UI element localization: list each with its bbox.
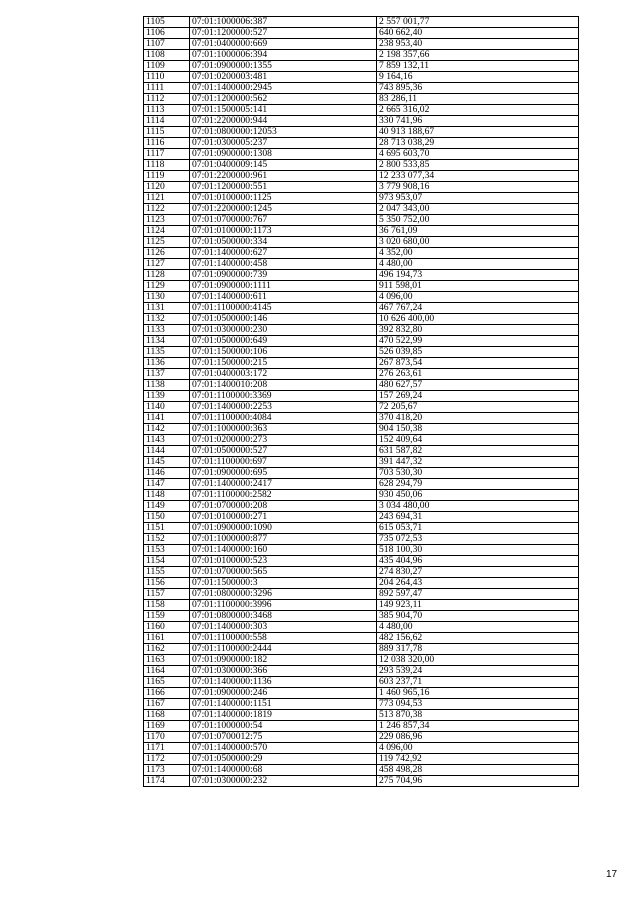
cadastral-number: 07:01:0400000:669 <box>190 39 377 50</box>
row-number: 1168 <box>144 710 190 721</box>
row-number: 1111 <box>144 83 190 94</box>
cadastral-number: 07:01:0400009:145 <box>190 160 377 171</box>
cadastral-number: 07:01:1200000:527 <box>190 28 377 39</box>
cadastral-value: 496 194,73 <box>377 270 579 281</box>
row-number: 1172 <box>144 754 190 765</box>
cadastral-value: 2 198 357,66 <box>377 50 579 61</box>
table-row <box>144 72 579 83</box>
cadastral-number: 07:01:1400000:2253 <box>190 402 377 413</box>
table-row <box>144 611 579 622</box>
table-row <box>144 105 579 116</box>
table-row <box>144 204 579 215</box>
cadastral-number: 07:01:0200000:273 <box>190 435 377 446</box>
row-number: 1161 <box>144 633 190 644</box>
row-number: 1127 <box>144 259 190 270</box>
table-row <box>144 534 579 545</box>
table-row <box>144 182 579 193</box>
row-number: 1150 <box>144 512 190 523</box>
cadastral-number: 07:01:0300000:366 <box>190 666 377 677</box>
cadastral-value: 330 741,96 <box>377 116 579 127</box>
cadastral-number: 07:01:0700012:75 <box>190 732 377 743</box>
cadastral-value: 391 447,32 <box>377 457 579 468</box>
cadastral-value: 631 587,82 <box>377 446 579 457</box>
cadastral-value-table <box>143 16 579 787</box>
cadastral-value: 4 480,00 <box>377 622 579 633</box>
row-number: 1159 <box>144 611 190 622</box>
row-number: 1160 <box>144 622 190 633</box>
row-number: 1109 <box>144 61 190 72</box>
row-number: 1129 <box>144 281 190 292</box>
table-row <box>144 567 579 578</box>
table-row <box>144 347 579 358</box>
cadastral-number: 07:01:0100000:271 <box>190 512 377 523</box>
cadastral-number: 07:01:1400010:208 <box>190 380 377 391</box>
row-number: 1170 <box>144 732 190 743</box>
row-number: 1141 <box>144 413 190 424</box>
cadastral-number: 07:01:0800000:3468 <box>190 611 377 622</box>
cadastral-number: 07:01:0300000:232 <box>190 776 377 787</box>
table-row <box>144 622 579 633</box>
row-number: 1153 <box>144 545 190 556</box>
row-number: 1154 <box>144 556 190 567</box>
table-row <box>144 699 579 710</box>
row-number: 1133 <box>144 325 190 336</box>
row-number: 1143 <box>144 435 190 446</box>
cadastral-number: 07:01:2200000:1245 <box>190 204 377 215</box>
cadastral-value: 204 264,43 <box>377 578 579 589</box>
cadastral-number: 07:01:0500000:29 <box>190 754 377 765</box>
cadastral-number: 07:01:1400000:611 <box>190 292 377 303</box>
row-number: 1156 <box>144 578 190 589</box>
table-row <box>144 479 579 490</box>
table-row <box>144 655 579 666</box>
cadastral-value: 904 150,38 <box>377 424 579 435</box>
cadastral-value: 2 047 343,00 <box>377 204 579 215</box>
row-number: 1115 <box>144 127 190 138</box>
table-row <box>144 39 579 50</box>
cadastral-value: 4 096,00 <box>377 743 579 754</box>
cadastral-value: 12 038 320,00 <box>377 655 579 666</box>
row-number: 1106 <box>144 28 190 39</box>
cadastral-number: 07:01:0900000:1355 <box>190 61 377 72</box>
table-row <box>144 721 579 732</box>
row-number: 1137 <box>144 369 190 380</box>
cadastral-number: 07:01:0900000:182 <box>190 655 377 666</box>
row-number: 1124 <box>144 226 190 237</box>
cadastral-number: 07:01:1000000:363 <box>190 424 377 435</box>
table-row <box>144 435 579 446</box>
table-row <box>144 138 579 149</box>
table-row <box>144 743 579 754</box>
cadastral-value: 119 742,92 <box>377 754 579 765</box>
cadastral-number: 07:01:1500005:141 <box>190 105 377 116</box>
row-number: 1130 <box>144 292 190 303</box>
table-row <box>144 215 579 226</box>
page-number: 17 <box>606 869 618 880</box>
cadastral-number: 07:01:1100000:558 <box>190 633 377 644</box>
table-row <box>144 61 579 72</box>
table-row <box>144 600 579 611</box>
table-row <box>144 171 579 182</box>
row-number: 1105 <box>144 17 190 28</box>
row-number: 1171 <box>144 743 190 754</box>
cadastral-number: 07:01:1100000:4084 <box>190 413 377 424</box>
table-row <box>144 677 579 688</box>
row-number: 1169 <box>144 721 190 732</box>
table-row <box>144 732 579 743</box>
table-row <box>144 446 579 457</box>
cadastral-value: 72 205,67 <box>377 402 579 413</box>
row-number: 1147 <box>144 479 190 490</box>
cadastral-number: 07:01:0700000:767 <box>190 215 377 226</box>
table-row <box>144 369 579 380</box>
cadastral-number: 07:01:0900000:1308 <box>190 149 377 160</box>
cadastral-value: 513 870,38 <box>377 710 579 721</box>
cadastral-number: 07:01:1500000:106 <box>190 347 377 358</box>
cadastral-number: 07:01:0800000:3296 <box>190 589 377 600</box>
table-row <box>144 149 579 160</box>
row-number: 1119 <box>144 171 190 182</box>
cadastral-value: 4 352,00 <box>377 248 579 259</box>
cadastral-number: 07:01:1000000:877 <box>190 534 377 545</box>
cadastral-value: 370 418,20 <box>377 413 579 424</box>
cadastral-value: 238 953,40 <box>377 39 579 50</box>
row-number: 1134 <box>144 336 190 347</box>
cadastral-value: 275 704,96 <box>377 776 579 787</box>
row-number: 1146 <box>144 468 190 479</box>
row-number: 1167 <box>144 699 190 710</box>
table-row <box>144 402 579 413</box>
table-row <box>144 490 579 501</box>
cadastral-value: 40 913 188,67 <box>377 127 579 138</box>
cadastral-value: 911 598,01 <box>377 281 579 292</box>
cadastral-number: 07:01:1100000:2444 <box>190 644 377 655</box>
row-number: 1149 <box>144 501 190 512</box>
cadastral-value: 7 859 132,11 <box>377 61 579 72</box>
table-row <box>144 83 579 94</box>
cadastral-number: 07:01:0900000:695 <box>190 468 377 479</box>
row-number: 1158 <box>144 600 190 611</box>
cadastral-number: 07:01:0100000:1125 <box>190 193 377 204</box>
cadastral-number: 07:01:2200000:944 <box>190 116 377 127</box>
row-number: 1118 <box>144 160 190 171</box>
table-row <box>144 589 579 600</box>
row-number: 1107 <box>144 39 190 50</box>
row-number: 1145 <box>144 457 190 468</box>
cadastral-number: 07:01:1100000:3996 <box>190 600 377 611</box>
cadastral-value: 603 237,71 <box>377 677 579 688</box>
row-number: 1120 <box>144 182 190 193</box>
cadastral-number: 07:01:0100000:1173 <box>190 226 377 237</box>
cadastral-number: 07:01:1400000:1151 <box>190 699 377 710</box>
cadastral-value: 703 530,30 <box>377 468 579 479</box>
table-row <box>144 545 579 556</box>
row-number: 1117 <box>144 149 190 160</box>
row-number: 1142 <box>144 424 190 435</box>
cadastral-value: 743 895,36 <box>377 83 579 94</box>
cadastral-number: 07:01:1200000:562 <box>190 94 377 105</box>
cadastral-value: 3 034 480,00 <box>377 501 579 512</box>
cadastral-value: 3 020 680,00 <box>377 237 579 248</box>
row-number: 1108 <box>144 50 190 61</box>
table-row <box>144 94 579 105</box>
cadastral-value: 735 072,53 <box>377 534 579 545</box>
table-row <box>144 226 579 237</box>
cadastral-number: 07:01:1400000:160 <box>190 545 377 556</box>
cadastral-number: 07:01:1100000:4145 <box>190 303 377 314</box>
cadastral-value: 892 597,47 <box>377 589 579 600</box>
cadastral-number: 07:01:1400000:2417 <box>190 479 377 490</box>
cadastral-value: 482 156,62 <box>377 633 579 644</box>
cadastral-value: 4 096,00 <box>377 292 579 303</box>
cadastral-value: 385 904,70 <box>377 611 579 622</box>
table-row <box>144 270 579 281</box>
cadastral-number: 07:01:0500000:649 <box>190 336 377 347</box>
cadastral-value: 4 695 603,70 <box>377 149 579 160</box>
row-number: 1144 <box>144 446 190 457</box>
cadastral-number: 07:01:0900000:1111 <box>190 281 377 292</box>
cadastral-number: 07:01:0900000:1090 <box>190 523 377 534</box>
cadastral-number: 07:01:2200000:961 <box>190 171 377 182</box>
table-row <box>144 127 579 138</box>
table-row <box>144 391 579 402</box>
table-row <box>144 424 579 435</box>
row-number: 1139 <box>144 391 190 402</box>
cadastral-value: 930 450,06 <box>377 490 579 501</box>
cadastral-value: 1 460 965,16 <box>377 688 579 699</box>
row-number: 1112 <box>144 94 190 105</box>
cadastral-number: 07:01:0400003:172 <box>190 369 377 380</box>
cadastral-value: 36 761,09 <box>377 226 579 237</box>
table-row <box>144 710 579 721</box>
table-row <box>144 358 579 369</box>
table-row <box>144 523 579 534</box>
row-number: 1152 <box>144 534 190 545</box>
cadastral-number: 07:01:0300005:237 <box>190 138 377 149</box>
table-row <box>144 237 579 248</box>
table-row <box>144 633 579 644</box>
cadastral-number: 07:01:0700000:208 <box>190 501 377 512</box>
row-number: 1135 <box>144 347 190 358</box>
row-number: 1174 <box>144 776 190 787</box>
table-row <box>144 193 579 204</box>
table-row <box>144 314 579 325</box>
row-number: 1131 <box>144 303 190 314</box>
cadastral-value: 157 269,24 <box>377 391 579 402</box>
cadastral-number: 07:01:1500000:215 <box>190 358 377 369</box>
table-row <box>144 512 579 523</box>
table-row <box>144 413 579 424</box>
cadastral-value: 480 627,57 <box>377 380 579 391</box>
cadastral-number: 07:01:1400000:570 <box>190 743 377 754</box>
cadastral-number: 07:01:1100000:3369 <box>190 391 377 402</box>
cadastral-value: 4 480,00 <box>377 259 579 270</box>
cadastral-value: 628 294,79 <box>377 479 579 490</box>
cadastral-number: 07:01:1000006:387 <box>190 17 377 28</box>
cadastral-value: 152 409,64 <box>377 435 579 446</box>
cadastral-value: 274 830,27 <box>377 567 579 578</box>
cadastral-number: 07:01:0800000:12053 <box>190 127 377 138</box>
table-row <box>144 765 579 776</box>
cadastral-value: 470 522,99 <box>377 336 579 347</box>
row-number: 1136 <box>144 358 190 369</box>
cadastral-number: 07:01:1000000:54 <box>190 721 377 732</box>
cadastral-number: 07:01:1400000:303 <box>190 622 377 633</box>
table-row <box>144 644 579 655</box>
cadastral-number: 07:01:0500000:527 <box>190 446 377 457</box>
table-row <box>144 666 579 677</box>
row-number: 1140 <box>144 402 190 413</box>
row-number: 1116 <box>144 138 190 149</box>
row-number: 1113 <box>144 105 190 116</box>
row-number: 1162 <box>144 644 190 655</box>
table-row <box>144 578 579 589</box>
cadastral-number: 07:01:1000006:394 <box>190 50 377 61</box>
cadastral-value: 243 694,31 <box>377 512 579 523</box>
row-number: 1123 <box>144 215 190 226</box>
cadastral-value: 458 498,28 <box>377 765 579 776</box>
cadastral-value: 392 832,80 <box>377 325 579 336</box>
cadastral-number: 07:01:1400000:1819 <box>190 710 377 721</box>
cadastral-value: 973 953,07 <box>377 193 579 204</box>
row-number: 1164 <box>144 666 190 677</box>
cadastral-number: 07:01:1400000:68 <box>190 765 377 776</box>
cadastral-number: 07:01:1200000:551 <box>190 182 377 193</box>
table-row <box>144 776 579 787</box>
row-number: 1128 <box>144 270 190 281</box>
cadastral-number: 07:01:1100000:697 <box>190 457 377 468</box>
row-number: 1114 <box>144 116 190 127</box>
row-number: 1132 <box>144 314 190 325</box>
cadastral-value: 2 800 533,85 <box>377 160 579 171</box>
table-row <box>144 688 579 699</box>
cadastral-value: 28 713 038,29 <box>377 138 579 149</box>
cadastral-value: 3 779 908,16 <box>377 182 579 193</box>
table-row <box>144 754 579 765</box>
cadastral-number: 07:01:0100000:523 <box>190 556 377 567</box>
cadastral-number: 07:01:1100000:2582 <box>190 490 377 501</box>
cadastral-number: 07:01:0700000:565 <box>190 567 377 578</box>
cadastral-value: 640 662,40 <box>377 28 579 39</box>
table-row <box>144 259 579 270</box>
table-row <box>144 281 579 292</box>
table-row <box>144 457 579 468</box>
cadastral-number: 07:01:1400000:627 <box>190 248 377 259</box>
cadastral-value: 12 233 077,34 <box>377 171 579 182</box>
cadastral-value: 1 246 857,34 <box>377 721 579 732</box>
table-row <box>144 380 579 391</box>
cadastral-value: 467 767,24 <box>377 303 579 314</box>
table-row <box>144 116 579 127</box>
cadastral-value: 526 039,85 <box>377 347 579 358</box>
row-number: 1163 <box>144 655 190 666</box>
cadastral-value: 149 923,11 <box>377 600 579 611</box>
cadastral-value: 83 286,11 <box>377 94 579 105</box>
row-number: 1173 <box>144 765 190 776</box>
row-number: 1110 <box>144 72 190 83</box>
cadastral-number: 07:01:0500000:334 <box>190 237 377 248</box>
table-row <box>144 28 579 39</box>
table-row <box>144 336 579 347</box>
row-number: 1125 <box>144 237 190 248</box>
table-row <box>144 303 579 314</box>
cadastral-value: 267 873,54 <box>377 358 579 369</box>
row-number: 1166 <box>144 688 190 699</box>
cadastral-value: 276 263,61 <box>377 369 579 380</box>
cadastral-value: 2 557 001,77 <box>377 17 579 28</box>
row-number: 1155 <box>144 567 190 578</box>
cadastral-value: 5 350 752,00 <box>377 215 579 226</box>
row-number: 1122 <box>144 204 190 215</box>
cadastral-value: 773 094,53 <box>377 699 579 710</box>
table-row <box>144 17 579 28</box>
cadastral-value: 9 164,16 <box>377 72 579 83</box>
cadastral-number: 07:01:1400000:458 <box>190 259 377 270</box>
row-number: 1121 <box>144 193 190 204</box>
table-row <box>144 325 579 336</box>
cadastral-value: 518 100,30 <box>377 545 579 556</box>
table-row <box>144 50 579 61</box>
row-number: 1138 <box>144 380 190 391</box>
cadastral-number: 07:01:0500000:146 <box>190 314 377 325</box>
cadastral-number: 07:01:1400000:2945 <box>190 83 377 94</box>
table-row <box>144 501 579 512</box>
table-row <box>144 248 579 259</box>
cadastral-value: 10 626 400,00 <box>377 314 579 325</box>
row-number: 1157 <box>144 589 190 600</box>
row-number: 1151 <box>144 523 190 534</box>
cadastral-value: 293 539,24 <box>377 666 579 677</box>
cadastral-number: 07:01:1500000:3 <box>190 578 377 589</box>
cadastral-number: 07:01:0900000:739 <box>190 270 377 281</box>
table-row <box>144 556 579 567</box>
table-row <box>144 160 579 171</box>
row-number: 1126 <box>144 248 190 259</box>
cadastral-value: 229 086,96 <box>377 732 579 743</box>
cadastral-number: 07:01:0300000:230 <box>190 325 377 336</box>
row-number: 1165 <box>144 677 190 688</box>
cadastral-value: 435 404,96 <box>377 556 579 567</box>
cadastral-value: 615 053,71 <box>377 523 579 534</box>
row-number: 1148 <box>144 490 190 501</box>
cadastral-number: 07:01:0900000:246 <box>190 688 377 699</box>
table-row <box>144 292 579 303</box>
cadastral-number: 07:01:1400000:1136 <box>190 677 377 688</box>
cadastral-value: 2 665 316,02 <box>377 105 579 116</box>
table-row <box>144 468 579 479</box>
cadastral-number: 07:01:0200003:481 <box>190 72 377 83</box>
cadastral-value: 889 317,78 <box>377 644 579 655</box>
